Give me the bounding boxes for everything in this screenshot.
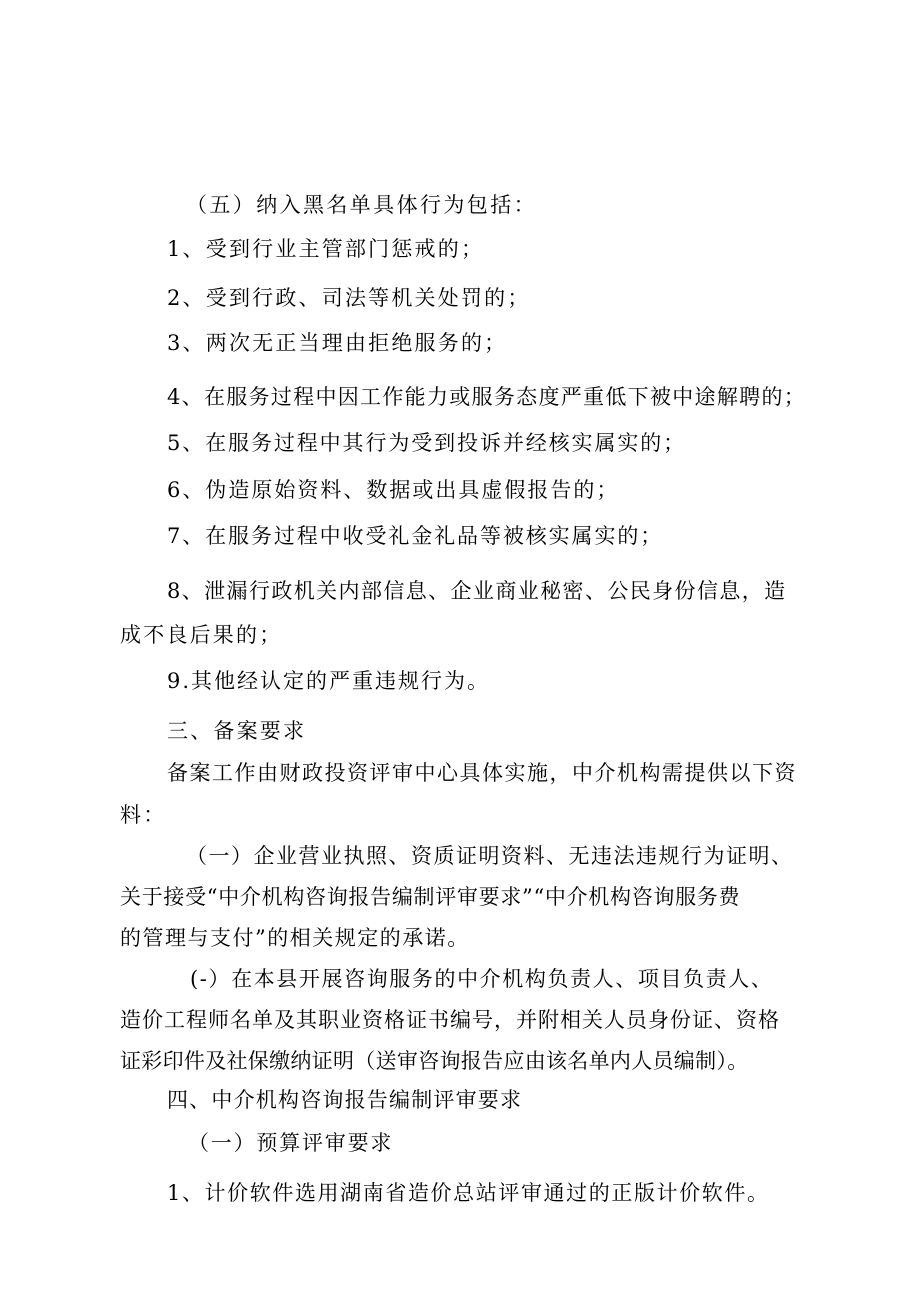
requirement-1-line1: （一）企业营业执照、资质证明资料、无违法违规行为证明、 <box>186 844 794 868</box>
section4-title: 四、中介机构咨询报告编制评审要求 <box>167 1088 523 1112</box>
requirement-2-line3: 证彩印件及社保缴纳证明（送审咨询报告应由该名单内人员编制）。 <box>120 1049 749 1073</box>
section5-heading: （五）纳入黑名单具体行为包括： <box>186 193 537 217</box>
section3-intro-line2: 料： <box>120 803 167 827</box>
list-item-8-line2: 成不良后果的； <box>120 623 283 647</box>
section4-subheading: （一）预算评审要求 <box>188 1131 394 1155</box>
list-item-6: 6、伪造原始资料、数据或出具虚假报告的； <box>167 478 620 502</box>
list-item-2: 2、受到行政、司法等机关处罚的； <box>167 286 531 310</box>
list-item-8-line1: 8、泄漏行政机关内部信息、企业商业秘密、公民身份信息，造 <box>167 579 787 603</box>
list-item-3: 3、两次无正当理由拒绝服务的； <box>167 331 508 355</box>
list-item-1: 1、受到行业主管部门惩戒的； <box>167 237 485 261</box>
list-item-7: 7、在服务过程中收受礼金礼品等被核实属实的； <box>167 524 664 548</box>
section4-item-1: 1、计价软件选用湖南省造价总站评审通过的正版计价软件。 <box>167 1181 770 1205</box>
list-item-9: 9.其他经认定的严重违规行为。 <box>167 669 491 693</box>
requirement-2-line1: (-）在本县开展咨询服务的中介机构负责人、项目负责人、 <box>190 967 774 991</box>
list-item-5: 5、在服务过程中其行为受到投诉并经核实属实的； <box>167 431 687 455</box>
section3-intro-line1: 备案工作由财政投资评审中心具体实施，中介机构需提供以下资 <box>167 761 797 785</box>
requirement-1-line3: 的管理与支付”的相关规定的承诺。 <box>120 926 470 950</box>
requirement-1-line2: 关于接受“中介机构咨询报告编制评审要求”“中介机构咨询服务费 <box>120 885 741 909</box>
requirement-2-line2: 造价工程师名单及其职业资格证书编号，并附相关人员身份证、资格 <box>120 1008 780 1032</box>
section3-title: 三、备案要求 <box>167 719 307 743</box>
list-item-4: 4、在服务过程中因工作能力或服务态度严重低下被中途解聘的； <box>167 385 807 409</box>
